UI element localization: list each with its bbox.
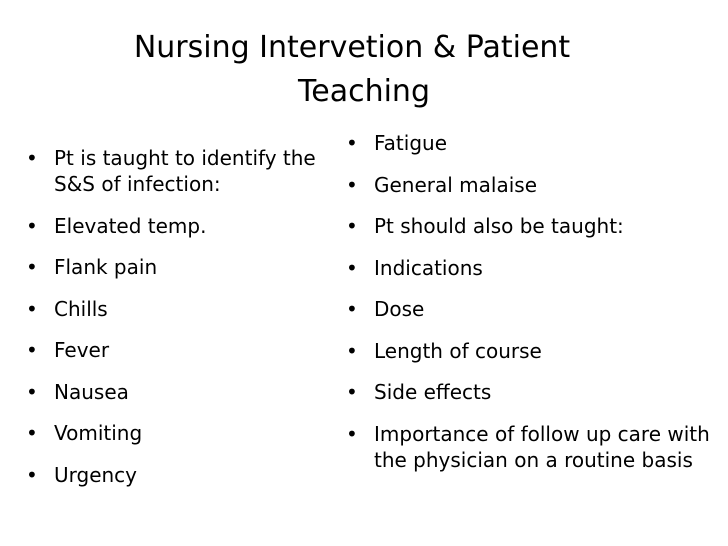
list-item [346, 379, 718, 405]
list-item-text: Urgency [54, 462, 138, 487]
list-item [26, 420, 361, 446]
slide-title-line-1: Nursing Intervetion & Patient [133, 30, 571, 65]
bullet-icon: • [26, 379, 38, 404]
list-item-text: General malaise [374, 172, 538, 197]
list-item-text: Flank pain [54, 255, 158, 279]
bullet-icon: • [346, 338, 358, 363]
list-item-text: Indications [374, 255, 483, 280]
list-item-text: Length of course [374, 338, 542, 363]
list-item-text: Vomiting [54, 421, 143, 445]
left-bullet-list [26, 145, 361, 503]
list-item-text: Dose [374, 297, 425, 321]
bullet-icon: • [346, 421, 358, 446]
list-item-text: Fatigue [374, 131, 447, 155]
list-item [346, 421, 718, 473]
list-item [346, 338, 718, 364]
bullet-icon: • [346, 172, 358, 197]
list-item-text: Importance of follow up care with the physician on a routine basis [374, 421, 710, 472]
list-item [26, 462, 361, 488]
bullet-icon: • [26, 421, 38, 445]
list-item [26, 379, 361, 405]
list-item [26, 254, 361, 280]
right-bullet-list [346, 130, 718, 488]
list-item [26, 213, 361, 239]
slide-title [0, 26, 728, 114]
list-item-text: Chills [54, 296, 108, 321]
list-item [26, 296, 361, 322]
bullet-icon: • [346, 255, 358, 280]
list-item-text: Elevated temp. [54, 213, 207, 238]
list-item [346, 296, 718, 322]
bullet-icon: • [346, 131, 358, 155]
list-item [26, 337, 361, 363]
bullet-icon: • [346, 214, 358, 238]
bullet-icon: • [26, 146, 38, 170]
list-item [346, 213, 718, 239]
list-item [346, 255, 718, 281]
bullet-icon: • [346, 380, 358, 404]
list-item-text: Pt should also be taught: [374, 214, 624, 238]
list-item [346, 172, 718, 198]
bullet-icon: • [346, 297, 358, 321]
list-item [26, 145, 361, 197]
list-item-text: Side effects [374, 380, 492, 404]
list-item-text: Fever [54, 338, 110, 362]
slide-title-line-2: Teaching [298, 74, 430, 109]
bullet-icon: • [26, 213, 38, 238]
bullet-icon: • [26, 338, 38, 362]
bullet-icon: • [26, 296, 38, 321]
bullet-icon: • [26, 255, 38, 279]
list-item-text: Pt is taught to identify the S&S of infection: [54, 146, 316, 196]
bullet-icon: • [26, 462, 38, 487]
list-item [346, 130, 718, 156]
list-item-text: Nausea [54, 379, 129, 404]
